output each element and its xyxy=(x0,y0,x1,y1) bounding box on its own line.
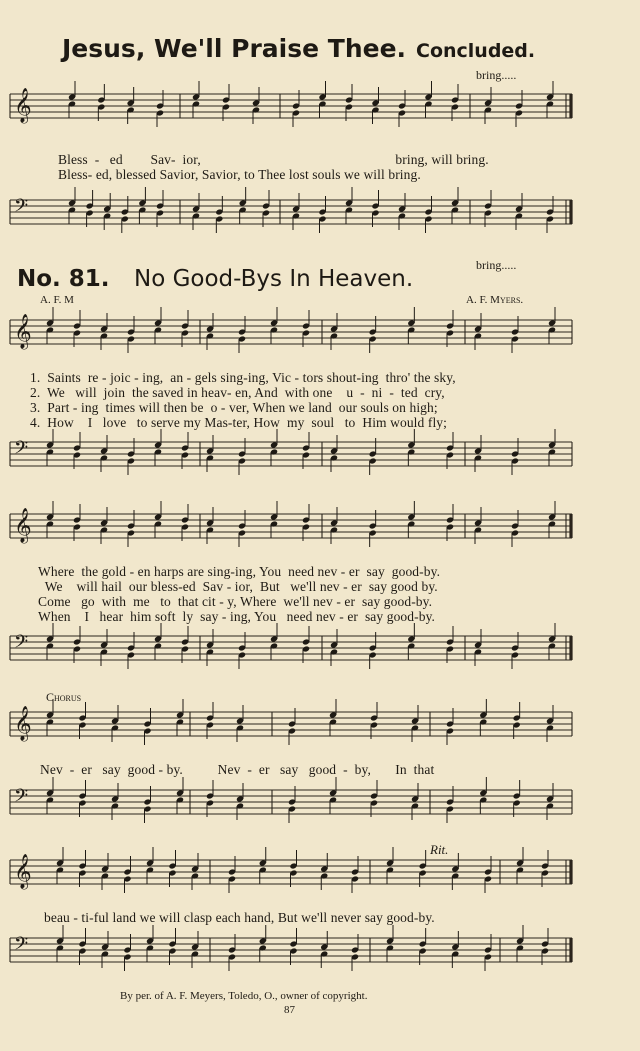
words-by: A. F. M xyxy=(40,294,74,306)
chorus-bass-staff xyxy=(10,782,580,842)
final-bass-staff xyxy=(10,930,580,990)
svg-text:𝄞: 𝄞 xyxy=(14,314,32,349)
svg-text:𝄞: 𝄞 xyxy=(14,854,32,889)
stanza3-line: 3. Part - ing times will then be o - ver, When we land our souls on high; xyxy=(30,400,438,415)
system2-bass-staff xyxy=(10,628,580,688)
stanza3-refrain-line: Come go with me to that cit - y, Where we'll nev - er say good-by. xyxy=(38,594,433,609)
stanza1-line: 1. Saints re - joic - ing, an - gels sing-ing, Vic - tors shout-ing thro' the sky, xyxy=(30,370,456,385)
hymn1-subtitle: Concluded. xyxy=(416,40,536,62)
hymn1-verse-line-1: Bless - ed Sav- ior, bring, will bring. xyxy=(58,152,489,167)
svg-text:𝄞: 𝄞 xyxy=(14,508,32,543)
rit-marking: Rit. xyxy=(430,842,449,857)
copyright-credit: By per. of A. F. Meyers, Toledo, O., owner of copyright. xyxy=(120,990,368,1002)
stanza4-line: 4. How I love to serve my Mas-ter, How my soul to Him would fly; xyxy=(30,415,447,430)
svg-text:𝄢: 𝄢 xyxy=(14,438,29,463)
stanza1-refrain-line: Where the gold - en harps are sing-ing, You need nev - er say good-by. xyxy=(38,564,441,579)
stanza2-refrain-line: We will hail our bless-ed Sav - ior, But we'll nev - er say good by. xyxy=(38,579,438,594)
music-by: A. F. Myers. xyxy=(466,294,524,306)
hymn1-cue-top: bring..... xyxy=(476,68,517,82)
final-treble-staff xyxy=(10,852,580,912)
chorus-label: Chorus xyxy=(46,690,82,704)
system2-treble-staff xyxy=(10,506,580,566)
hymn1-cue-bottom: bring..... xyxy=(476,258,517,272)
hymn2-title: No Good-Bys In Heaven. xyxy=(134,266,414,292)
page-number: 87 xyxy=(284,1004,295,1016)
chorus-lyric-line-1: Nev - er say good - by. Nev - er say good - by, In that xyxy=(40,762,435,777)
system1-treble-staff xyxy=(10,312,580,372)
svg-text:𝄞: 𝄞 xyxy=(14,706,32,741)
svg-text:𝄢: 𝄢 xyxy=(14,632,29,657)
svg-text:𝄢: 𝄢 xyxy=(14,786,29,811)
stanza2-line: 2. We will join the saved in heav- en, And with one u - ni - ted cry, xyxy=(30,385,445,400)
hymn2-number: No. 81. xyxy=(17,266,110,292)
hymn1-title: Jesus, We'll Praise Thee. xyxy=(62,34,407,63)
hymn1-verse-line-2: Bless- ed, blessed Savior, Savior, to Thee lost souls we will bring. xyxy=(58,167,421,182)
svg-text:𝄢: 𝄢 xyxy=(14,196,29,221)
system1-bass-staff xyxy=(10,434,580,494)
chorus-lyric-line-2: beau - ti-ful land we will clasp each hand, But we'll never say good-by. xyxy=(44,910,435,925)
svg-text:𝄞: 𝄞 xyxy=(14,88,32,123)
hymn1-bass-staff xyxy=(10,186,580,256)
stanza4-refrain-line: When I hear him soft ly say - ing, You need nev - er say good-by. xyxy=(38,609,436,624)
svg-text:𝄢: 𝄢 xyxy=(14,934,29,959)
chorus-treble-staff xyxy=(10,704,580,764)
hymn1-treble-staff xyxy=(10,82,580,152)
